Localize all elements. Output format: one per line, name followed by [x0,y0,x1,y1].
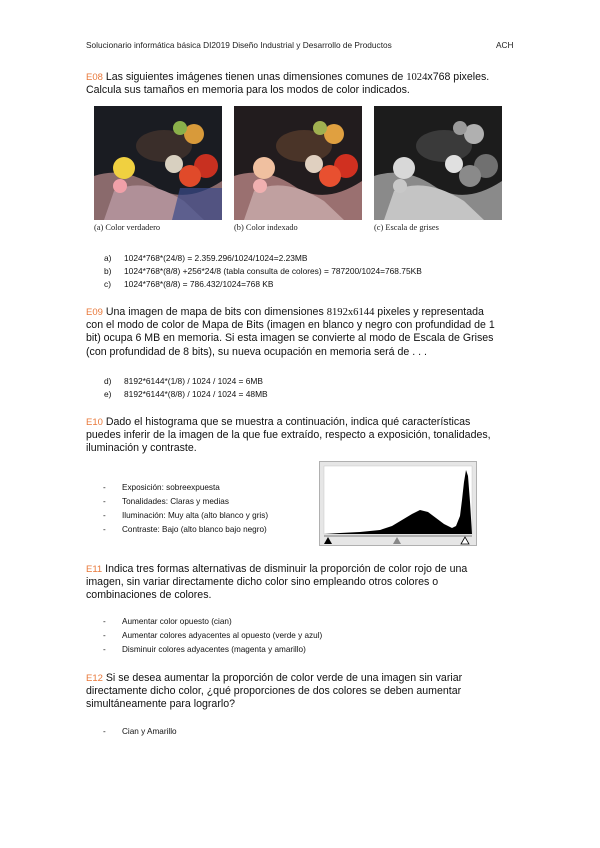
caption-true-color: (a) Color verdadero [94,223,161,232]
white-point-slider [461,537,469,544]
black-point-slider [324,537,332,544]
answer-text: 8192*6144*(8/8) / 1024 / 1024 = 48MB [124,389,268,399]
list-item: - Exposición: sobreexpuesta [103,483,220,492]
answer-label: b) [104,266,112,276]
e12-list [103,727,303,741]
e11-list [103,617,363,661]
answer-label: d) [104,376,112,386]
photo-true-color [94,106,222,220]
e10-list [103,483,313,543]
photo-grayscale [374,106,502,220]
caption-grayscale: (c) Escala de grises [374,223,439,232]
answer-text: 8192*6144*(1/8) / 1024 / 1024 = 6MB [124,376,263,386]
header-title: Solucionario informática básica DI2019 Diseño Industrial y Desarrollo de Productos [86,40,392,50]
e08-tag: E08 [86,72,103,83]
e09-tag: E09 [86,307,103,318]
list-item: - Aumentar colores adyacentes al opuesto (verde y azul) [103,631,323,640]
e11-tag: E11 [86,564,103,575]
header-author: ACH [496,40,514,50]
list-item: - Disminuir colores adyacentes (magenta y amarillo) [103,645,306,654]
list-item: - Tonalidades: Claras y medias [103,497,229,506]
e08-question: E08 Las siguientes imágenes tienen unas dimensiones comunes de 1024x768 pixeles. Calcula sus tamaños en memoria para los modos de color indicados. [86,71,490,97]
midtone-slider [393,537,401,544]
list-item: - Contraste: Bajo (alto blanco bajo negro) [103,525,267,534]
answer-text: 1024*768*(8/8) +256*24/8 (tabla consulta de colores) = 787200/1024=768.75KB [124,266,422,276]
answer-text: 1024*768*(24/8) = 2.359.296/1024/1024=2.23MB [124,253,308,263]
caption-indexed-color: (b) Color indexado [234,223,298,232]
answer-text: 1024*768*(8/8) = 786.432/1024=768 KB [124,279,274,289]
e10-question: E10 Dado el histograma que se muestra a continuación, indica qué características puedes inferir de la imagen de la que fue extraído, respecto a exposición, tonalidades, iluminación y contraste. [86,416,491,455]
e09-question: E09 Una imagen de mapa de bits con dimensiones 8192x6144 pixeles y representada con el modo de color de Mapa de Bits (imagen en blanco y negro con profundidad de 1 bit) ocupa 6 MB en memoria. Si esta imagen se convierte al modo de Escala de Grises (con profundidad de 8 bits), su nueva ocupación en memoria será de . . . [86,306,495,358]
answer-label: e) [104,389,112,399]
answer-label: c) [104,279,111,289]
histogram-panel [319,461,477,546]
list-item: - Cian y Amarillo [103,727,177,736]
photo-indexed-color [234,106,362,220]
e12-tag: E12 [86,673,103,684]
e12-question: E12 Si se desea aumentar la proporción de color verde de una imagen sin variar directamente dicho color, ¿qué proporciones de dos colores se deben aumentar simultáneamente para lograrlo? [86,672,463,711]
e11-question: E11 Indica tres formas alternativas de disminuir la proporción de color rojo de una imagen, sin variar directamente dicho color sino empleando otros colores o combinaciones de colores. [86,563,468,602]
answer-label: a) [104,253,112,263]
e10-tag: E10 [86,417,103,428]
list-item: - Iluminación: Muy alta (alto blanco y gris) [103,511,269,520]
list-item: - Aumentar color opuesto (cian) [103,617,232,626]
